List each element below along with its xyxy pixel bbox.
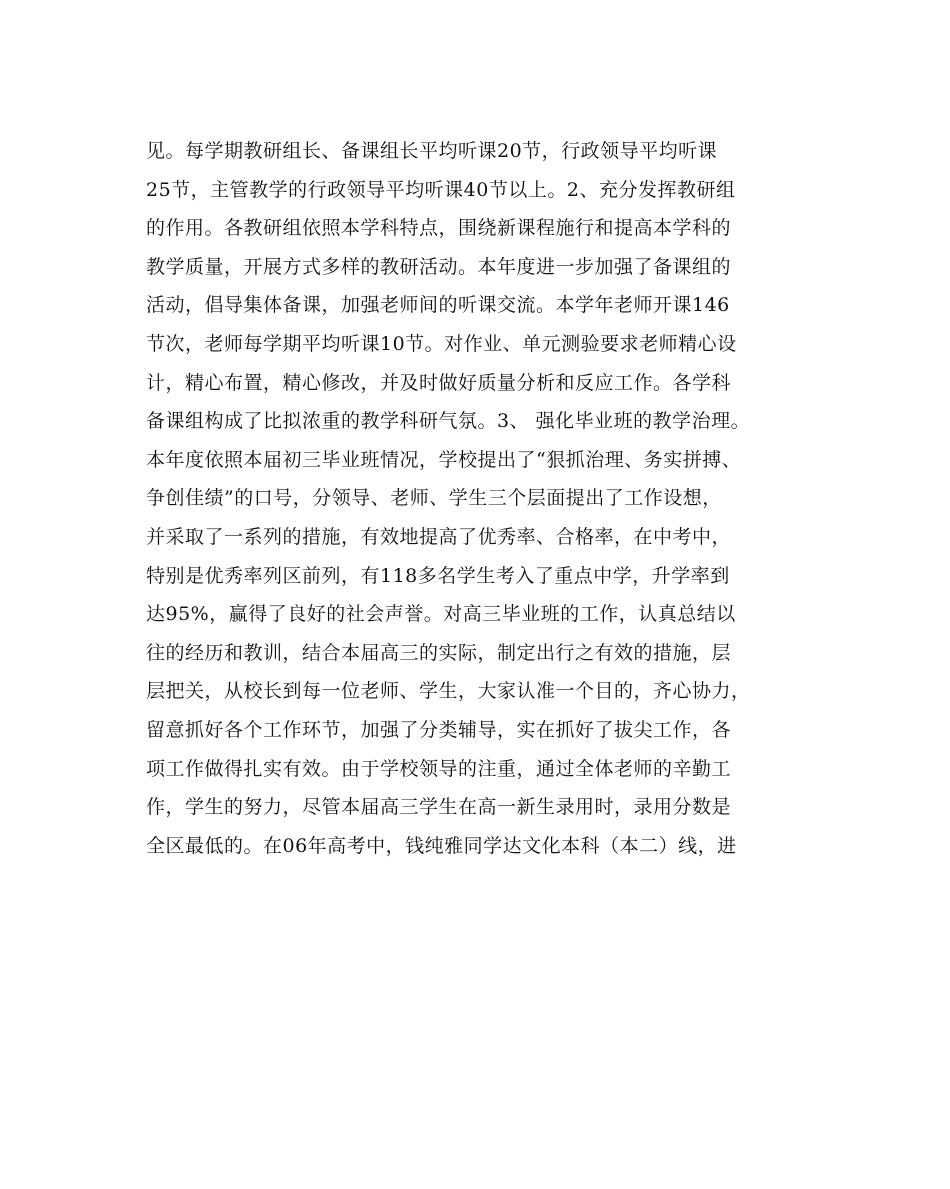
text-line: 节次，老师每学期平均听课10节。对作业、单元测验要求老师精心设 — [146, 332, 737, 355]
text-line: 教学质量，开展方式多样的教研活动。本年度进一步加强了备课组的 — [146, 255, 732, 278]
text-line: 项工作做得扎实有效。由于学校领导的注重，通过全体老师的辛勤工 — [146, 757, 732, 780]
text-line: 全区最低的。在06年高考中，钱纯雅同学达文化本科（本二）线，进 — [146, 834, 737, 857]
text-line: 25节，主管教学的行政领导平均听课40节以上。2、充分发挥教研组 — [146, 178, 736, 201]
text-line: 争创佳绩”的口号，分领导、老师、学生三个层面提出了工作设想， — [146, 487, 722, 510]
text-line: 活动，倡导集体备课，加强老师间的听课交流。本学年老师开课146 — [146, 294, 730, 317]
text-line: 的作用。各教研组依照本学科特点，围绕新课程施行和提高本学科的 — [146, 217, 732, 240]
text-line: 特别是优秀率列区前列，有118多名学生考入了重点中学，升学率到 — [146, 564, 730, 587]
text-line: 层把关，从校长到每一位老师、学生，大家认准一个目的，齐心协力， — [146, 680, 751, 703]
text-line: 本年度依照本届初三毕业班情况，学校提出了“狠抓治理、务实拼搏、 — [146, 448, 742, 471]
body-text — [146, 132, 826, 865]
text-line: 备课组构成了比拟浓重的教学科研气氛。3、 强化毕业班的教学治理。 — [146, 410, 751, 433]
text-line: 并采取了一系列的措施，有效地提高了优秀率、合格率，在中考中， — [146, 525, 732, 548]
text-line: 达95%，赢得了良好的社会声誉。对高三毕业班的工作，认真总结以 — [146, 603, 736, 626]
text-line: 留意抓好各个工作环节，加强了分类辅导，实在抓好了拔尖工作，各 — [146, 718, 732, 741]
text-line: 往的经历和教训，结合本届高三的实际，制定出行之有效的措施，层 — [146, 641, 732, 664]
text-line: 计，精心布置，精心修改，并及时做好质量分析和反应工作。各学科 — [146, 371, 732, 394]
text-line: 见。每学期教研组长、备课组长平均听课20节，行政领导平均听课 — [146, 140, 718, 162]
text-line: 作，学生的努力，尽管本届高三学生在高一新生录用时，录用分数是 — [146, 796, 732, 819]
